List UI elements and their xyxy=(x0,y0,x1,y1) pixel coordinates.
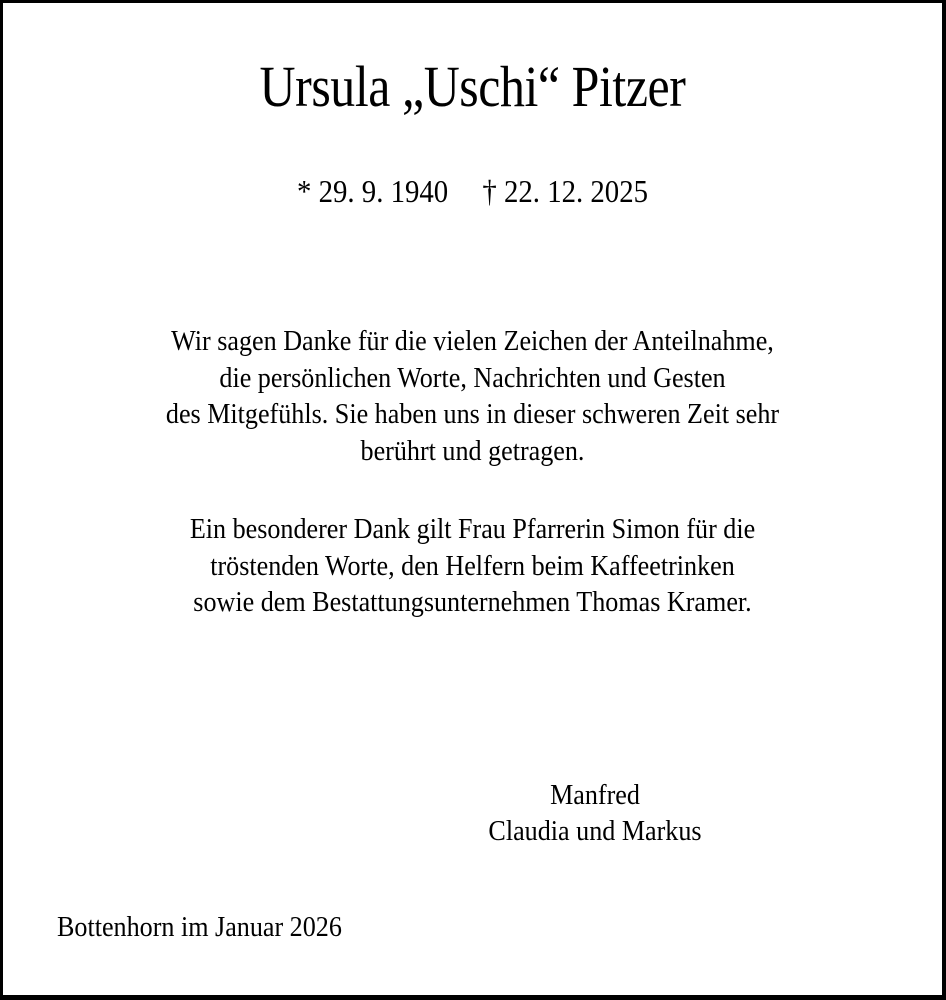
text-line: berührt und getragen. xyxy=(360,434,585,467)
deceased-name: Ursula „Uschi“ Pitzer xyxy=(259,54,686,119)
place-and-date: Bottenhorn im Januar 2026 xyxy=(57,911,342,943)
text-line: sowie dem Bestattungsunternehmen Thomas Kramer. xyxy=(193,586,752,618)
cross-icon: † xyxy=(482,173,497,209)
signers xyxy=(440,777,750,849)
text-line: die persönlichen Worte, Nachrichten und Gesten xyxy=(219,361,726,394)
signer-name: Claudia und Markus xyxy=(488,815,702,847)
death-date: 22. 12. 2025 xyxy=(504,173,648,209)
birth-date: 29. 9. 1940 xyxy=(318,173,449,209)
thanks-paragraph xyxy=(50,323,895,469)
text-line: Wir sagen Danke für die vielen Zeichen der Anteilnahme, xyxy=(171,325,774,357)
text-line: des Mitgefühls. Sie haben uns in dieser schweren Zeit sehr xyxy=(165,398,780,430)
special-thanks-paragraph xyxy=(50,511,895,621)
life-dates xyxy=(50,171,895,211)
text-line: Ein besonderer Dank gilt Frau Pfarrerin Simon für die xyxy=(189,513,756,545)
birth-symbol: * xyxy=(297,173,312,209)
signer-name: Manfred xyxy=(550,779,640,811)
text-line: tröstenden Worte, den Helfern beim Kaffeetrinken xyxy=(210,549,735,582)
